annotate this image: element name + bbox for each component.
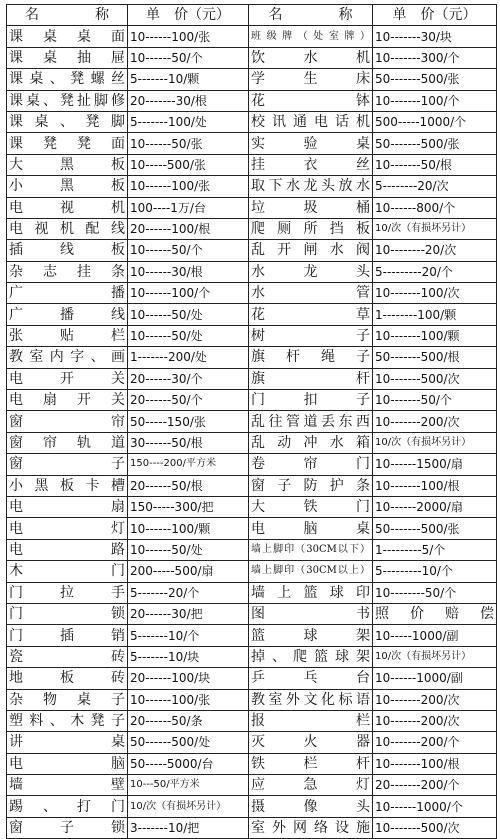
item-price-right: 10-------100/根 [373,475,497,496]
item-price-left: 50------500/处 [128,732,249,753]
item-price-right: 500-----1000/个 [373,111,497,132]
item-name-right: 墙上篮球印 [249,582,373,603]
item-name-left: 瓷砖 [7,646,128,667]
table-row [7,240,497,261]
item-name-right: 室外网络设施 [249,817,373,838]
item-price-right: 10-------100/个 [373,90,497,111]
item-name-left: 课桌、凳扯脚修 [7,90,128,111]
item-price-right: 50-------500/张 [373,133,497,154]
item-name-left: 地板砖 [7,668,128,689]
table-row [7,796,497,817]
item-name-left: 电视机配线 [7,218,128,239]
table-row [7,176,497,197]
item-name-left: 墙壁 [7,775,128,796]
item-price-left: 5-------10/块 [128,646,249,667]
item-price-left: 10------50/处 [128,539,249,560]
table-row [7,646,497,667]
item-price-right: 10/次（有损坏另计） [373,432,497,453]
table-row [7,518,497,539]
table-row [7,325,497,346]
item-price-left: 10------50/个 [128,240,249,261]
item-price-left: 10---50/平方米 [128,775,249,796]
item-name-left: 课凳凳面 [7,133,128,154]
item-name-right: 取下水龙头放水 [249,176,373,197]
item-name-left: 广播 [7,283,128,304]
item-name-left: 杂志挂条 [7,261,128,282]
item-name-left: 课桌抽屉 [7,47,128,68]
item-price-right: 照价赔偿 [373,603,497,624]
item-name-left: 教室内字、画 [7,347,128,368]
item-name-right: 班级牌（处室牌） [249,26,373,47]
item-name-right: 卷帘门 [249,454,373,475]
table-row [7,347,497,368]
item-price-right: 5---------10/个 [373,561,497,582]
item-price-left: 150----200/平方米 [128,454,249,475]
table-row [7,625,497,646]
table-row [7,90,497,111]
item-name-right: 篮球架 [249,625,373,646]
item-price-right: 50-------500/根 [373,347,497,368]
item-price-left: 20------50/根 [128,475,249,496]
table-row [7,69,497,90]
item-price-right: 10-------200/个 [373,732,497,753]
table-row [7,710,497,731]
item-name-right: 树子 [249,325,373,346]
item-name-right: 水龙头 [249,261,373,282]
table-row [7,603,497,624]
item-name-left: 小黑板卡槽 [7,475,128,496]
item-price-left: 20------100/根 [128,218,249,239]
table-row [7,539,497,560]
item-price-right: 10-------300/个 [373,47,497,68]
item-name-right: 掉、爬篮球架 [249,646,373,667]
item-name-left: 杂物桌子 [7,689,128,710]
item-price-left: 5-------10/颗 [128,69,249,90]
item-price-right: 5--------20/次 [373,176,497,197]
item-name-right: 窗子防护条 [249,475,373,496]
item-name-right: 花草 [249,304,373,325]
item-name-left: 门拉手 [7,582,128,603]
table-row [7,261,497,282]
item-price-right: 10------800/个 [373,197,497,218]
item-price-left: 10-----500/张 [128,154,249,175]
item-name-left: 插线板 [7,240,128,261]
item-price-left: 5-------100/处 [128,111,249,132]
item-name-left: 广播线 [7,304,128,325]
item-price-right: 10-------50/个 [373,390,497,411]
table-header-row [7,5,497,26]
item-name-right: 学生床 [249,69,373,90]
table-row [7,111,497,132]
item-price-left: 200-----500/扇 [128,561,249,582]
table-row [7,304,497,325]
item-name-right: 乱往管道丢东西 [249,411,373,432]
item-name-left: 课桌、凳脚 [7,111,128,132]
table-row [7,561,497,582]
table-row [7,582,497,603]
item-price-right: 10------1000/个 [373,796,497,817]
header-name-left: 名 称 [7,5,128,26]
price-document [6,4,496,837]
item-price-left: 10/次（有损坏另计） [128,796,249,817]
item-name-left: 窗帘 [7,411,128,432]
table-row [7,368,497,389]
item-name-right: 门扣子 [249,390,373,411]
item-price-left: 10------50/个 [128,47,249,68]
item-name-right: 垃圾桶 [249,197,373,218]
item-name-right: 饮水机 [249,47,373,68]
item-name-right: 电脑桌 [249,518,373,539]
item-price-left: 10------100/个 [128,283,249,304]
header-price-left: 单 价（元） [128,5,249,26]
item-name-right: 教室外文化标语 [249,689,373,710]
item-price-left: 10------50/处 [128,325,249,346]
header-price-right: 单 价（元） [373,5,497,26]
table-row [7,496,497,517]
item-name-left: 门锁 [7,603,128,624]
item-name-left: 电路 [7,539,128,560]
item-name-left: 电灯 [7,518,128,539]
item-name-left: 窗子锁 [7,817,128,838]
item-name-left: 窗帘轨道 [7,432,128,453]
item-price-right: 10/次（有损坏另计） [373,646,497,667]
item-name-right: 旗杆 [249,368,373,389]
header-name-right: 名 称 [249,5,373,26]
item-price-left: 5-------10/个 [128,625,249,646]
item-price-right: 20-------200/个 [373,775,497,796]
table-body [7,26,497,839]
item-name-right: 乱开闸水阀 [249,240,373,261]
item-price-left: 20-------30/根 [128,90,249,111]
item-price-left: 20------100/块 [128,668,249,689]
item-price-right: 10-------100/次 [373,283,497,304]
table-row [7,689,497,710]
item-price-right: 10-------100/根 [373,753,497,774]
damage-price-table [6,4,497,839]
item-name-right: 挂衣丝 [249,154,373,175]
item-price-left: 3-------10/把 [128,817,249,838]
item-name-left: 踢、打门 [7,796,128,817]
item-price-left: 100----1万/台 [128,197,249,218]
item-name-left: 木门 [7,561,128,582]
table-row [7,133,497,154]
item-name-left: 讲桌 [7,732,128,753]
table-row [7,154,497,175]
item-name-left: 电视机 [7,197,128,218]
table-row [7,390,497,411]
item-name-left: 塑料、木凳子 [7,710,128,731]
item-price-right: 10--------20/次 [373,240,497,261]
item-price-right: 10-------100/颗 [373,325,497,346]
item-price-left: 10------50/处 [128,304,249,325]
item-name-right: 校讯通电话机 [249,111,373,132]
item-price-right: 50-------500/张 [373,518,497,539]
item-name-left: 电开关 [7,368,128,389]
item-price-left: 50-----5000/台 [128,753,249,774]
item-name-left: 门插销 [7,625,128,646]
item-price-right: 10-------30/块 [373,26,497,47]
item-price-left: 10------100/张 [128,689,249,710]
item-name-left: 课桌、凳螺丝 [7,69,128,90]
item-price-right: 10------1000/副 [373,668,497,689]
table-row [7,454,497,475]
item-name-right: 爬厕所挡板 [249,218,373,239]
table-row [7,668,497,689]
item-price-left: 10------30/根 [128,261,249,282]
item-name-right: 乱动冲水箱 [249,432,373,453]
item-price-right: 10------1500/扇 [373,454,497,475]
table-row [7,197,497,218]
item-price-right: 10/次（有损坏另计） [373,218,497,239]
item-price-left: 5-------20/个 [128,582,249,603]
item-price-left: 50-----150/张 [128,411,249,432]
item-price-right: 10--------50/个 [373,582,497,603]
item-name-right: 花钵 [249,90,373,111]
item-name-left: 张贴栏 [7,325,128,346]
item-price-right: 10-------200/次 [373,411,497,432]
item-name-right: 摄像头 [249,796,373,817]
item-price-left: 10------100/张 [128,176,249,197]
item-name-left: 电脑 [7,753,128,774]
item-name-right: 水管 [249,283,373,304]
item-name-right: 乒乓台 [249,668,373,689]
table-row [7,432,497,453]
item-price-right: 50-------500/张 [373,69,497,90]
item-name-left: 课桌桌面 [7,26,128,47]
item-name-left: 小黑板 [7,176,128,197]
table-row [7,26,497,47]
item-name-left: 电扇 [7,496,128,517]
item-name-right: 报栏 [249,710,373,731]
item-price-right: 10-------50/根 [373,154,497,175]
table-row [7,47,497,68]
item-price-right: 1---------5/个 [373,539,497,560]
item-price-right: 5---------20/个 [373,261,497,282]
item-name-right: 应急灯 [249,775,373,796]
item-price-right: 10-------200/次 [373,689,497,710]
item-price-right: 1--------100/颗 [373,304,497,325]
table-row [7,775,497,796]
item-name-right: 墙上脚印（30CM以上） [249,561,373,582]
item-price-left: 20------30/把 [128,603,249,624]
item-name-right: 实验桌 [249,133,373,154]
table-row [7,283,497,304]
table-row [7,411,497,432]
item-price-left: 20------30/个 [128,368,249,389]
item-price-left: 150-----300/把 [128,496,249,517]
table-row [7,817,497,838]
item-name-right: 图书 [249,603,373,624]
item-name-left: 大黑板 [7,154,128,175]
item-price-left: 20------50/个 [128,390,249,411]
item-name-right: 旗杆绳子 [249,347,373,368]
item-price-left: 30------50/根 [128,432,249,453]
item-price-right: 10-------200/次 [373,710,497,731]
table-row [7,732,497,753]
item-name-right: 铁栏杆 [249,753,373,774]
table-row [7,218,497,239]
item-name-left: 窗子 [7,454,128,475]
item-name-left: 电扇开关 [7,390,128,411]
item-name-right: 大铁门 [249,496,373,517]
item-price-left: 10------100/颗 [128,518,249,539]
item-name-right: 墙上脚印（30CM以下） [249,539,373,560]
item-name-right: 灭火器 [249,732,373,753]
item-price-right: 10-------500/次 [373,817,497,838]
item-price-left: 20------50/条 [128,710,249,731]
table-row [7,475,497,496]
item-price-right: 10-----1000/副 [373,625,497,646]
item-price-left: 1-------200/处 [128,347,249,368]
item-price-right: 10------2000/扇 [373,496,497,517]
item-price-left: 10------50/张 [128,133,249,154]
item-price-left: 10------100/张 [128,26,249,47]
table-row [7,753,497,774]
item-price-right: 10-------500/次 [373,368,497,389]
